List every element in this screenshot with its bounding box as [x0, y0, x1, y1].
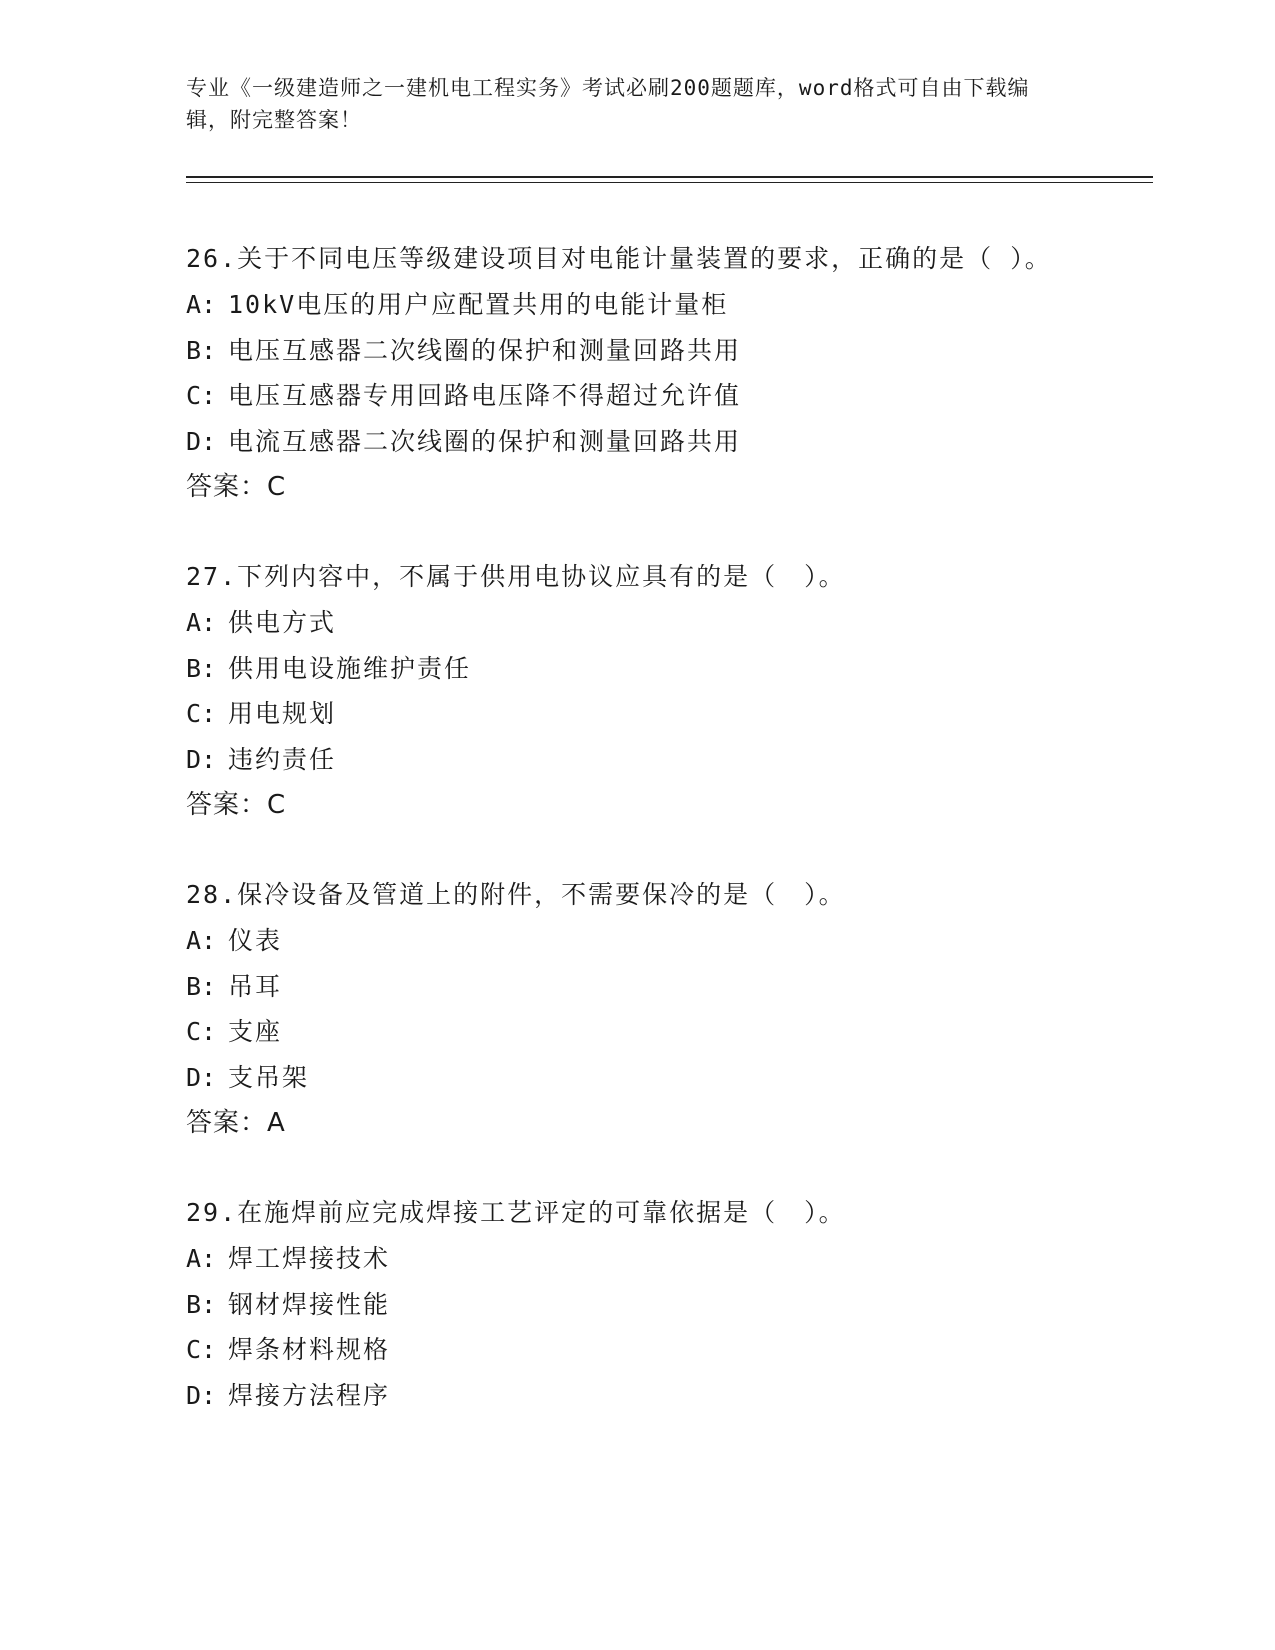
option-a [186, 918, 1066, 964]
option-c [186, 691, 1066, 737]
question-stem: 28.保冷设备及管道上的附件，不需要保冷的是（ ）。 [186, 880, 846, 909]
option-text: 用电规划 [228, 699, 337, 728]
option-b [186, 646, 1066, 692]
option-key: A: [186, 1244, 217, 1273]
answer-line: 答案：C [186, 790, 287, 820]
option-key: B: [186, 335, 217, 365]
option-d [186, 737, 1066, 783]
option-key: C: [186, 381, 217, 410]
option-d [186, 419, 1066, 465]
option-key: B: [186, 653, 217, 683]
document-header: 专业《一级建造师之一建机电工程实务》考试必刷200题题库，word格式可自由下载编辑，附完整答案！ [186, 76, 1030, 132]
header-rule-thin [186, 182, 1153, 183]
answer-line: 答案：A [186, 1108, 286, 1138]
option-b [186, 1282, 1066, 1328]
question-stem: 26.关于不同电压等级建设项目对电能计量装置的要求，正确的是（ ）。 [186, 244, 1052, 273]
question-28 [186, 872, 1066, 1146]
option-key: D: [186, 1380, 217, 1410]
option-text: 支吊架 [228, 1062, 310, 1092]
question-stem: 27.下列内容中，不属于供用电协议应具有的是（ ）。 [186, 562, 846, 591]
option-b [186, 964, 1066, 1010]
option-a [186, 1236, 1066, 1282]
option-d [186, 1373, 1066, 1419]
option-key: D: [186, 426, 217, 456]
option-text: 焊条材料规格 [228, 1335, 391, 1364]
option-key: A: [186, 608, 217, 637]
option-b [186, 328, 1066, 374]
header-rule-thick [186, 176, 1153, 178]
option-text: 支座 [228, 1017, 283, 1046]
answer-line: 答案：C [186, 472, 287, 502]
option-text: 电压互感器专用回路电压降不得超过允许值 [228, 381, 742, 410]
question-stem: 29.在施焊前应完成焊接工艺评定的可靠依据是（ ）。 [186, 1198, 846, 1227]
option-c [186, 373, 1066, 419]
option-key: A: [186, 926, 217, 955]
question-29 [186, 1190, 1066, 1418]
option-key: C: [186, 1335, 217, 1364]
option-text: 焊工焊接技术 [228, 1244, 391, 1273]
option-text: 供用电设施维护责任 [228, 653, 472, 683]
option-text: 仪表 [228, 926, 283, 955]
option-text: 违约责任 [228, 744, 337, 774]
option-key: D: [186, 744, 217, 774]
option-text: 吊耳 [228, 971, 283, 1001]
option-key: B: [186, 1289, 217, 1319]
option-text: 焊接方法程序 [228, 1380, 391, 1410]
option-d [186, 1055, 1066, 1101]
option-key: B: [186, 971, 217, 1001]
option-key: D: [186, 1062, 217, 1092]
option-text: 10kV电压的用户应配置共用的电能计量柜 [228, 290, 729, 319]
option-c [186, 1327, 1066, 1373]
option-text: 电压互感器二次线圈的保护和测量回路共用 [228, 335, 742, 365]
option-a [186, 600, 1066, 646]
option-c [186, 1009, 1066, 1055]
option-text: 供电方式 [228, 608, 337, 637]
option-key: C: [186, 699, 217, 728]
option-key: C: [186, 1017, 217, 1046]
option-key: A: [186, 290, 217, 319]
question-27 [186, 554, 1066, 828]
question-26 [186, 236, 1066, 510]
option-text: 钢材焊接性能 [228, 1289, 391, 1319]
option-text: 电流互感器二次线圈的保护和测量回路共用 [228, 426, 742, 456]
question-list [186, 236, 1066, 1462]
option-a [186, 282, 1066, 328]
